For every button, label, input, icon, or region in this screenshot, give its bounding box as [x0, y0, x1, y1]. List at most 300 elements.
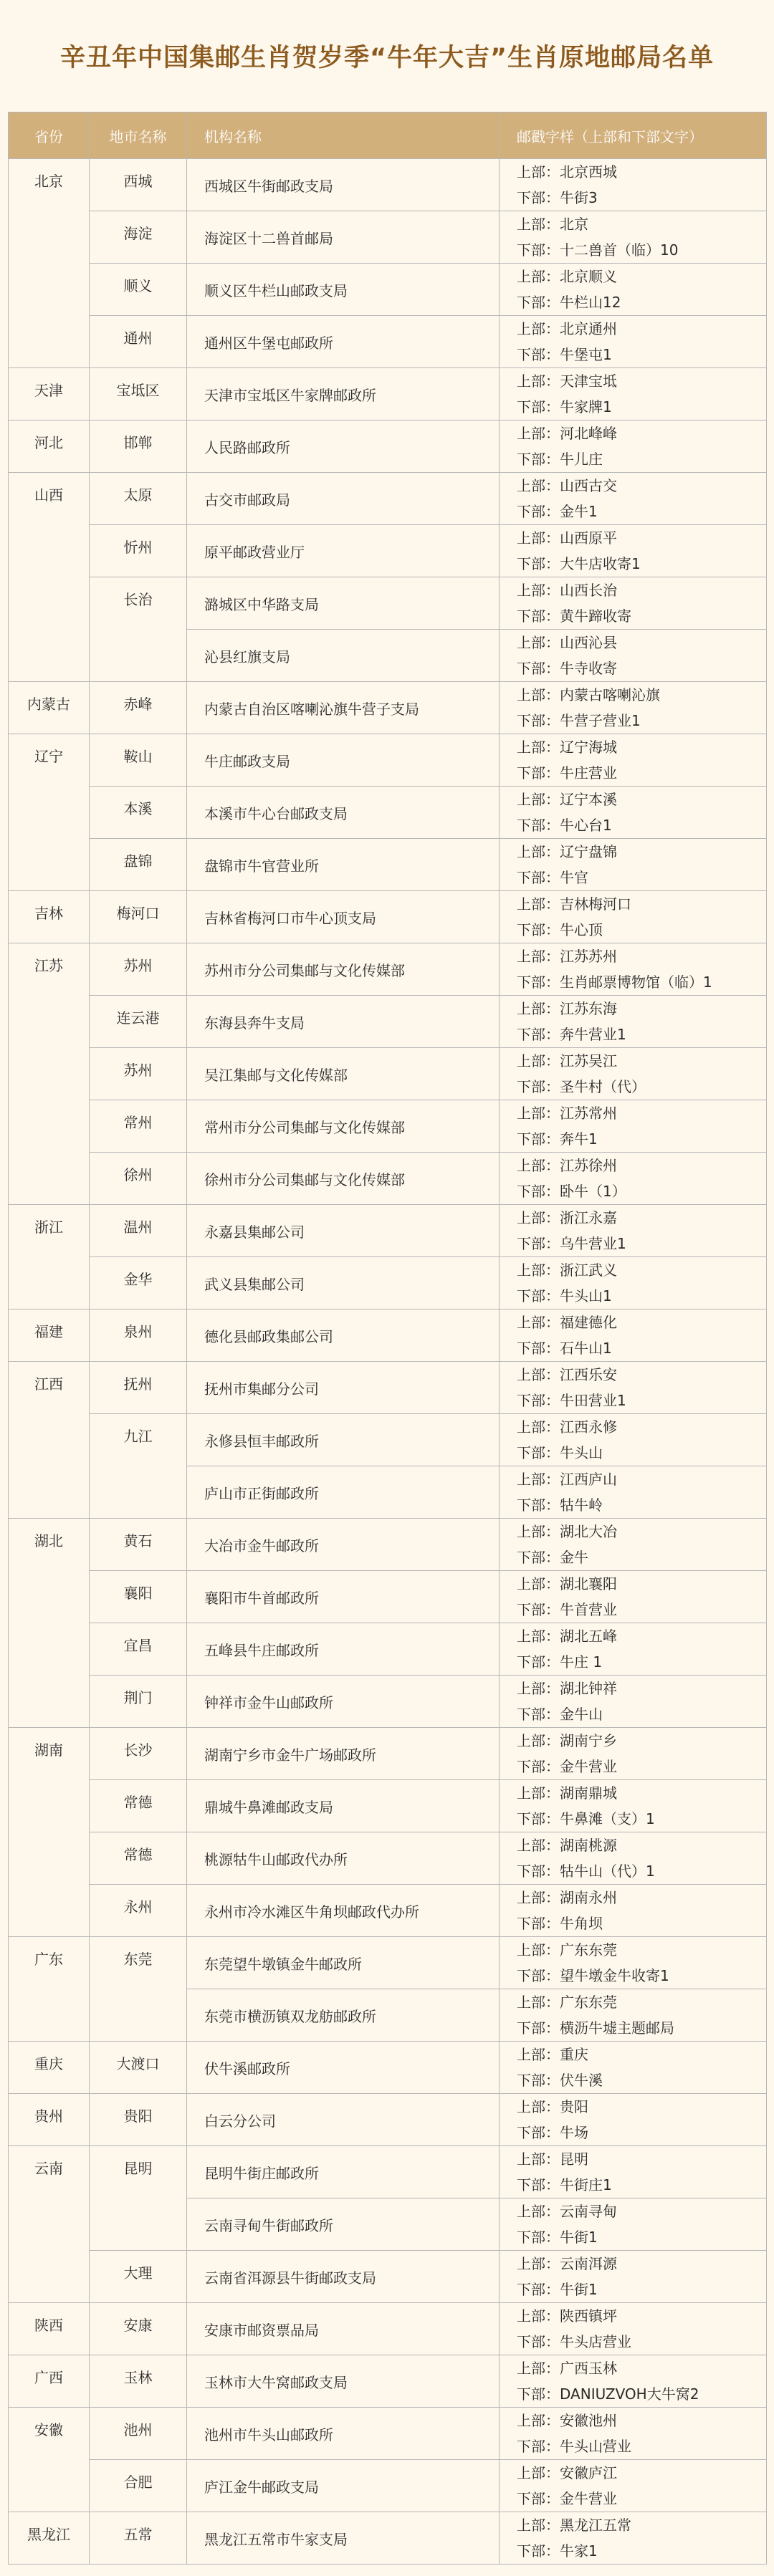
- postmark-upper: [517, 264, 766, 289]
- organization-cell: 永修县恒丰邮政所: [187, 1414, 500, 1466]
- lower-text: 奔牛营业1: [560, 1026, 626, 1043]
- postmark-lower: [517, 1283, 766, 1309]
- lower-prefix: 下部：: [517, 1549, 560, 1566]
- postmark-lower: [517, 2277, 766, 2302]
- organization-cell: 庐江金牛邮政支局: [187, 2460, 500, 2512]
- lower-text: 牛寺收寄: [560, 660, 617, 677]
- postmark-cell: [500, 1989, 767, 2042]
- postmark-lower: [517, 603, 766, 629]
- postmark-upper: [517, 2512, 766, 2538]
- table-row: [9, 420, 767, 473]
- lower-text: 金牛山: [560, 1706, 603, 1723]
- organization-cell: 湖南宁乡市金牛广场邮政所: [187, 1728, 500, 1780]
- lower-prefix: 下部：: [517, 2333, 560, 2350]
- postmark-cell: [500, 1153, 767, 1205]
- lower-prefix: 下部：: [517, 817, 560, 834]
- lower-text: 牛庄营业: [560, 764, 617, 782]
- upper-text: 湖南桃源: [560, 1837, 617, 1854]
- postmark-upper: [517, 1048, 766, 1074]
- postmark-upper: [517, 1205, 766, 1231]
- postmark-cell: [500, 525, 767, 577]
- organization-cell: 古交市邮政局: [187, 473, 500, 525]
- postmark-cell: [500, 2460, 767, 2512]
- postmark-upper: [517, 891, 766, 917]
- city-cell: 黄石: [90, 1519, 187, 1571]
- city-cell: 长治: [90, 577, 187, 682]
- organization-cell: 通州区牛堡屯邮政所: [187, 316, 500, 368]
- postmark-upper: [517, 2042, 766, 2067]
- organization-cell: 云南寻甸牛街邮政所: [187, 2198, 500, 2251]
- postmark-cell: [500, 2042, 767, 2094]
- lower-text: 十二兽首（临）10: [560, 241, 679, 259]
- organization-cell: 西城区牛街邮政支局: [187, 159, 500, 211]
- city-cell: 五常: [90, 2512, 187, 2565]
- province-cell: 湖北: [9, 1519, 90, 1728]
- city-cell: 抚州: [90, 1362, 187, 1414]
- lower-prefix: 下部：: [517, 1444, 560, 1461]
- table-row: [9, 996, 767, 1048]
- lower-text: 石牛山1: [560, 1340, 612, 1357]
- upper-prefix: 上部：: [517, 163, 560, 181]
- postmark-lower: [517, 1806, 766, 1832]
- postmark-lower: [517, 1126, 766, 1152]
- table-row: [9, 2408, 767, 2460]
- table-row: [9, 1937, 767, 1989]
- postmark-cell: [500, 1885, 767, 1937]
- organization-cell: 牛庄邮政支局: [187, 734, 500, 787]
- upper-prefix: 上部：: [517, 2360, 560, 2377]
- organization-cell: 桃源牯牛山邮政代办所: [187, 1832, 500, 1885]
- postmark-lower: [517, 2433, 766, 2459]
- province-cell: 浙江: [9, 1205, 90, 1309]
- upper-text: 北京: [560, 216, 588, 233]
- table-row: [9, 1676, 767, 1728]
- lower-text: 牛街庄1: [560, 2176, 612, 2193]
- upper-prefix: 上部：: [517, 2098, 560, 2115]
- postmark-lower: [517, 1178, 766, 1204]
- lower-text: DANIUZVOH大牛窝2: [560, 2385, 699, 2403]
- postmark-upper: [517, 2355, 766, 2381]
- organization-cell: 云南省洱源县牛街邮政支局: [187, 2251, 500, 2303]
- city-cell: 荆门: [90, 1676, 187, 1728]
- city-cell: 顺义: [90, 264, 187, 316]
- city-cell: 常德: [90, 1780, 187, 1832]
- table-row: [9, 473, 767, 525]
- postmark-cell: [500, 1728, 767, 1780]
- postmark-upper: [517, 211, 766, 237]
- table-row: [9, 1414, 767, 1466]
- postmark-cell: [500, 1937, 767, 1989]
- upper-text: 广东东莞: [560, 1941, 617, 1959]
- upper-prefix: 上部：: [517, 2255, 560, 2272]
- organization-cell: 东莞望牛墩镇金牛邮政所: [187, 1937, 500, 1989]
- organization-cell: 玉林市大牛窝邮政支局: [187, 2355, 500, 2408]
- postmark-upper: [517, 682, 766, 708]
- upper-text: 北京顺义: [560, 268, 617, 285]
- city-cell: 盘锦: [90, 839, 187, 891]
- postmark-upper: [517, 1676, 766, 1701]
- upper-prefix: 上部：: [517, 1471, 560, 1488]
- organization-cell: 武义县集邮公司: [187, 1257, 500, 1309]
- upper-text: 安徽庐江: [560, 2464, 617, 2481]
- postmark-cell: [500, 1676, 767, 1728]
- city-cell: 赤峰: [90, 682, 187, 734]
- lower-text: 牯牛岭: [560, 1496, 603, 1514]
- upper-text: 北京通州: [560, 320, 617, 337]
- upper-text: 江西乐安: [560, 1366, 617, 1383]
- postmark-cell: [500, 1048, 767, 1100]
- upper-text: 江西永修: [560, 1418, 617, 1436]
- postmark-lower: [517, 655, 766, 681]
- lower-prefix: 下部：: [517, 294, 560, 311]
- postmark-upper: [517, 1100, 766, 1126]
- lower-prefix: 下部：: [517, 2072, 560, 2089]
- province-cell: 陕西: [9, 2303, 90, 2355]
- postmark-cell: [500, 891, 767, 943]
- upper-text: 安徽池州: [560, 2412, 617, 2429]
- province-cell: 河北: [9, 420, 90, 473]
- organization-cell: 苏州市分公司集邮与文化传媒部: [187, 943, 500, 996]
- city-cell: 合肥: [90, 2460, 187, 2512]
- postmark-lower: [517, 1701, 766, 1727]
- city-cell: 连云港: [90, 996, 187, 1048]
- lower-prefix: 下部：: [517, 555, 560, 572]
- table-row: [9, 577, 767, 630]
- province-cell: 云南: [9, 2146, 90, 2303]
- upper-text: 江苏常州: [560, 1105, 617, 1122]
- postmark-cell: [500, 159, 767, 211]
- upper-text: 重庆: [560, 2046, 588, 2063]
- postmark-upper: [517, 1623, 766, 1649]
- postmark-cell: [500, 839, 767, 891]
- postmark-upper: [517, 839, 766, 865]
- lower-text: 圣牛村（代）: [560, 1078, 646, 1095]
- upper-text: 北京西城: [560, 163, 617, 181]
- table-row: [9, 1832, 767, 1885]
- postmark-cell: [500, 1780, 767, 1832]
- lower-prefix: 下部：: [517, 241, 560, 259]
- postmark-cell: [500, 2512, 767, 2565]
- province-cell: 贵州: [9, 2094, 90, 2146]
- upper-text: 河北峰峰: [560, 425, 617, 442]
- upper-prefix: 上部：: [517, 216, 560, 233]
- lower-text: 横沥牛墟主题邮局: [560, 2019, 674, 2037]
- city-cell: 宜昌: [90, 1623, 187, 1676]
- postmark-lower: [517, 342, 766, 367]
- lower-prefix: 下部：: [517, 189, 560, 206]
- postmark-cell: [500, 211, 767, 264]
- upper-text: 江苏苏州: [560, 948, 617, 965]
- lower-prefix: 下部：: [517, 346, 560, 363]
- upper-text: 云南寻甸: [560, 2203, 617, 2220]
- city-cell: 苏州: [90, 1048, 187, 1100]
- postmark-cell: [500, 577, 767, 630]
- upper-text: 湖北五峰: [560, 1628, 617, 1645]
- province-cell: 山西: [9, 473, 90, 682]
- postmark-lower: [517, 2381, 766, 2407]
- postmark-lower: [517, 499, 766, 524]
- postmark-cell: [500, 1205, 767, 1257]
- lower-text: 望牛墩金牛收寄1: [560, 1967, 669, 1984]
- lower-prefix: 下部：: [517, 1496, 560, 1514]
- lower-text: 牛心台1: [560, 817, 612, 834]
- table-row: [9, 734, 767, 787]
- postmark-cell: [500, 2146, 767, 2198]
- lower-text: 牛家1: [560, 2542, 598, 2560]
- organization-cell: 伏牛溪邮政所: [187, 2042, 500, 2094]
- lower-prefix: 下部：: [517, 1078, 560, 1095]
- organization-cell: 潞城区中华路支局: [187, 577, 500, 630]
- upper-text: 广东东莞: [560, 1994, 617, 2011]
- postmark-upper: [517, 368, 766, 394]
- province-cell: 福建: [9, 1309, 90, 1362]
- postmark-cell: [500, 2408, 767, 2460]
- upper-prefix: 上部：: [517, 2412, 560, 2429]
- lower-prefix: 下部：: [517, 869, 560, 886]
- organization-cell: 海淀区十二兽首邮局: [187, 211, 500, 264]
- lower-prefix: 下部：: [517, 2542, 560, 2560]
- upper-text: 湖北大冶: [560, 1523, 617, 1540]
- lower-prefix: 下部：: [517, 503, 560, 520]
- city-cell: 通州: [90, 316, 187, 368]
- lower-text: 牛街1: [560, 2229, 598, 2246]
- postmark-lower: [517, 1963, 766, 1989]
- table-row: [9, 316, 767, 368]
- postmark-upper: [517, 1989, 766, 2015]
- organization-cell: 大冶市金牛邮政所: [187, 1519, 500, 1571]
- upper-text: 湖南永州: [560, 1889, 617, 1906]
- header-organization: 机构名称: [187, 112, 500, 159]
- upper-prefix: 上部：: [517, 1052, 560, 1070]
- postmark-lower: [517, 1858, 766, 1884]
- upper-prefix: 上部：: [517, 2046, 560, 2063]
- upper-text: 陕西镇坪: [560, 2307, 617, 2325]
- lower-text: 大牛店收寄1: [560, 555, 641, 572]
- city-cell: 常州: [90, 1100, 187, 1153]
- table-row: [9, 682, 767, 734]
- upper-prefix: 上部：: [517, 1732, 560, 1749]
- lower-text: 牛首营业: [560, 1601, 617, 1618]
- postmark-upper: [517, 2460, 766, 2486]
- postmark-cell: [500, 2094, 767, 2146]
- postmark-cell: [500, 1571, 767, 1623]
- postmark-upper: [517, 1466, 766, 1492]
- upper-text: 山西原平: [560, 529, 617, 547]
- city-cell: 永州: [90, 1885, 187, 1937]
- upper-prefix: 上部：: [517, 1209, 560, 1226]
- postmark-lower: [517, 2015, 766, 2041]
- page-title: 辛丑年中国集邮生肖贺岁季“牛年大吉”生肖原地邮局名单: [59, 44, 714, 72]
- lower-text: 牛庄 1: [560, 1653, 603, 1671]
- city-cell: 西城: [90, 159, 187, 211]
- postmark-lower: [517, 1388, 766, 1413]
- city-cell: 安康: [90, 2303, 187, 2355]
- table-row: [9, 1571, 767, 1623]
- upper-prefix: 上部：: [517, 1261, 560, 1279]
- lower-prefix: 下部：: [517, 921, 560, 938]
- table-header-row: [9, 112, 767, 159]
- table-row: [9, 1153, 767, 1205]
- lower-prefix: 下部：: [517, 1340, 560, 1357]
- upper-prefix: 上部：: [517, 582, 560, 599]
- postmark-cell: [500, 682, 767, 734]
- upper-prefix: 上部：: [517, 1680, 560, 1697]
- upper-text: 昆明: [560, 2150, 588, 2168]
- postmark-upper: [517, 1362, 766, 1388]
- upper-prefix: 上部：: [517, 1523, 560, 1540]
- upper-text: 贵阳: [560, 2098, 588, 2115]
- postmark-lower: [517, 760, 766, 786]
- table-row: [9, 1362, 767, 1414]
- header-city: 地市名称: [90, 112, 187, 159]
- lower-text: 金牛营业: [560, 1758, 617, 1775]
- lower-text: 牛官: [560, 869, 588, 886]
- organization-cell: 永嘉县集邮公司: [187, 1205, 500, 1257]
- upper-prefix: 上部：: [517, 1157, 560, 1174]
- upper-text: 江西庐山: [560, 1471, 617, 1488]
- upper-prefix: 上部：: [517, 1784, 560, 1802]
- lower-prefix: 下部：: [517, 1392, 560, 1409]
- postmark-upper: [517, 787, 766, 812]
- upper-text: 浙江武义: [560, 1261, 617, 1279]
- postmark-upper: [517, 630, 766, 655]
- upper-prefix: 上部：: [517, 843, 560, 860]
- city-cell: 鞍山: [90, 734, 187, 787]
- lower-prefix: 下部：: [517, 1863, 560, 1880]
- organization-cell: 鼎城牛鼻滩邮政支局: [187, 1780, 500, 1832]
- postmark-cell: [500, 368, 767, 420]
- city-cell: 泉州: [90, 1309, 187, 1362]
- postmark-upper: [517, 2198, 766, 2224]
- city-cell: 忻州: [90, 525, 187, 577]
- organization-cell: 钟祥市金牛山邮政所: [187, 1676, 500, 1728]
- upper-prefix: 上部：: [517, 634, 560, 651]
- organization-cell: 本溪市牛心台邮政支局: [187, 787, 500, 839]
- postmark-upper: [517, 2146, 766, 2172]
- lower-text: 牯牛山（代）1: [560, 1863, 655, 1880]
- postmark-lower: [517, 1074, 766, 1100]
- postmark-upper: [517, 316, 766, 342]
- province-cell: 内蒙古: [9, 682, 90, 734]
- postmark-upper: [517, 1832, 766, 1858]
- lower-text: 牛田营业1: [560, 1392, 626, 1409]
- organization-cell: 德化县邮政集邮公司: [187, 1309, 500, 1362]
- lower-prefix: 下部：: [517, 2229, 560, 2246]
- postmark-cell: [500, 2251, 767, 2303]
- postmark-lower: [517, 2224, 766, 2250]
- province-cell: 北京: [9, 159, 90, 368]
- postmark-upper: [517, 420, 766, 446]
- postmark-upper: [517, 1937, 766, 1963]
- lower-prefix: 下部：: [517, 1287, 560, 1304]
- organization-cell: 永州市冷水滩区牛角坝邮政代办所: [187, 1885, 500, 1937]
- upper-prefix: 上部：: [517, 1994, 560, 2011]
- upper-prefix: 上部：: [517, 1366, 560, 1383]
- postmark-upper: [517, 1885, 766, 1911]
- postmark-cell: [500, 1362, 767, 1414]
- postmark-cell: [500, 996, 767, 1048]
- postmark-lower: [517, 237, 766, 263]
- postmark-lower: [517, 289, 766, 315]
- table-row: [9, 2512, 767, 2565]
- lower-prefix: 下部：: [517, 1967, 560, 1984]
- postmark-lower: [517, 708, 766, 734]
- upper-text: 山西沁县: [560, 634, 617, 651]
- lower-text: 伏牛溪: [560, 2072, 603, 2089]
- postmark-upper: [517, 2303, 766, 2329]
- city-cell: 大渡口: [90, 2042, 187, 2094]
- upper-text: 湖南宁乡: [560, 1732, 617, 1749]
- city-cell: 大理: [90, 2251, 187, 2303]
- lower-prefix: 下部：: [517, 1235, 560, 1252]
- lower-text: 金牛营业: [560, 2490, 617, 2507]
- upper-text: 天津宝坻: [560, 373, 617, 390]
- lower-prefix: 下部：: [517, 1706, 560, 1723]
- postmark-lower: [517, 812, 766, 838]
- postmark-lower: [517, 1754, 766, 1779]
- upper-prefix: 上部：: [517, 2307, 560, 2325]
- table-row: [9, 1519, 767, 1571]
- postmark-cell: [500, 1466, 767, 1519]
- table-row: [9, 264, 767, 316]
- province-cell: 重庆: [9, 2042, 90, 2094]
- upper-prefix: 上部：: [517, 948, 560, 965]
- province-cell: 湖南: [9, 1728, 90, 1937]
- table-row: [9, 1623, 767, 1676]
- postmark-lower: [517, 1649, 766, 1675]
- upper-prefix: 上部：: [517, 529, 560, 547]
- lower-prefix: 下部：: [517, 2385, 560, 2403]
- lower-text: 牛心顶: [560, 921, 603, 938]
- lower-prefix: 下部：: [517, 2124, 560, 2141]
- upper-prefix: 上部：: [517, 373, 560, 390]
- organization-cell: 吉林省梅河口市牛心顶支局: [187, 891, 500, 943]
- lower-prefix: 下部：: [517, 712, 560, 729]
- lower-text: 牛头店营业: [560, 2333, 631, 2350]
- upper-text: 浙江永嘉: [560, 1209, 617, 1226]
- upper-text: 辽宁盘锦: [560, 843, 617, 860]
- postmark-upper: [517, 525, 766, 551]
- postmark-upper: [517, 996, 766, 1022]
- table-row: [9, 787, 767, 839]
- upper-prefix: 上部：: [517, 739, 560, 756]
- lower-text: 牛街3: [560, 189, 598, 206]
- organization-cell: 顺义区牛栏山邮政支局: [187, 264, 500, 316]
- upper-prefix: 上部：: [517, 1105, 560, 1122]
- province-cell: 辽宁: [9, 734, 90, 891]
- organization-cell: 昆明牛街庄邮政所: [187, 2146, 500, 2198]
- lower-prefix: 下部：: [517, 1130, 560, 1148]
- organization-cell: 内蒙古自治区喀喇沁旗牛营子支局: [187, 682, 500, 734]
- organization-cell: 吴江集邮与文化传媒部: [187, 1048, 500, 1100]
- organization-cell: 东海县奔牛支局: [187, 996, 500, 1048]
- lower-prefix: 下部：: [517, 2438, 560, 2455]
- lower-text: 牛营子营业1: [560, 712, 641, 729]
- upper-text: 吉林梅河口: [560, 895, 631, 913]
- postmark-upper: [517, 473, 766, 499]
- postmark-cell: [500, 316, 767, 368]
- lower-text: 牛角坝: [560, 1915, 603, 1932]
- organization-cell: 安康市邮资票品局: [187, 2303, 500, 2355]
- upper-text: 广西玉林: [560, 2360, 617, 2377]
- upper-prefix: 上部：: [517, 268, 560, 285]
- postmark-upper: [517, 577, 766, 603]
- postmark-upper: [517, 159, 766, 185]
- postmark-cell: [500, 473, 767, 525]
- postmark-upper: [517, 1153, 766, 1178]
- postmark-lower: [517, 2172, 766, 2198]
- lower-text: 牛头山: [560, 1444, 603, 1461]
